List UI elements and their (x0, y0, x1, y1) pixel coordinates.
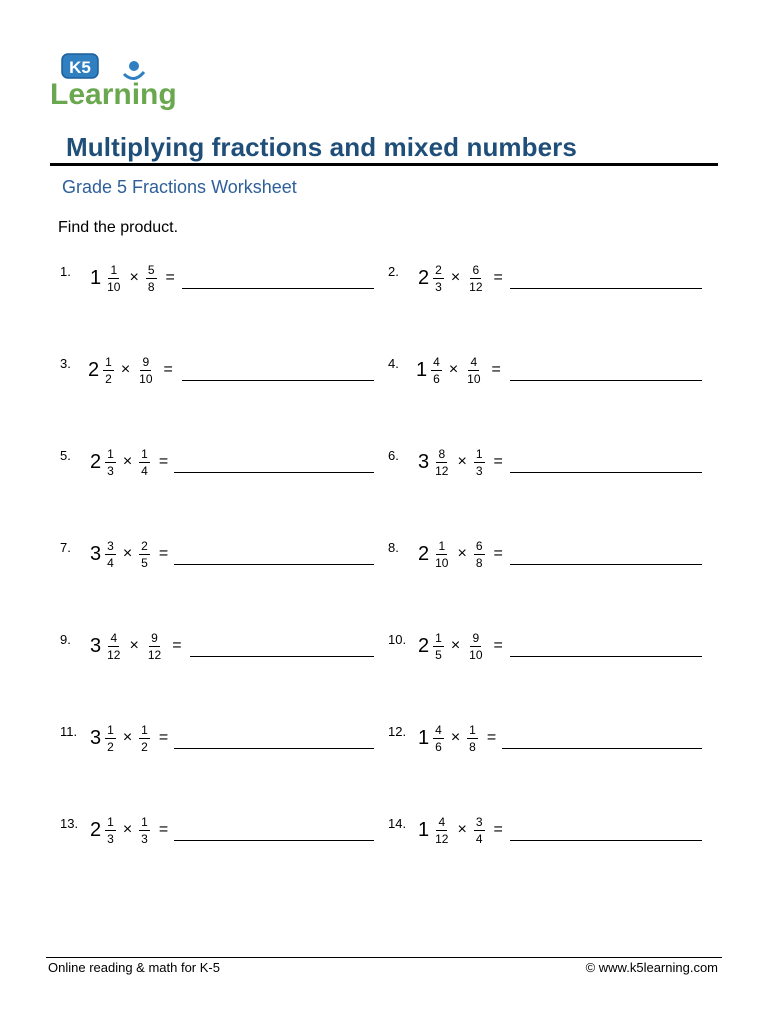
denominator: 4 (141, 463, 148, 478)
equals-sign: = (163, 361, 173, 378)
problem-expression (418, 810, 503, 850)
numerator: 3 (475, 814, 483, 829)
numerator: 3 (107, 538, 114, 553)
denominator: 8 (469, 739, 476, 754)
problem-12 (388, 718, 704, 758)
fraction-2 (146, 632, 163, 661)
denominator: 10 (469, 647, 483, 662)
problem-2 (388, 258, 704, 298)
problem-expression (88, 350, 173, 390)
whole-number: 2 (418, 543, 430, 565)
answer-line[interactable] (510, 564, 702, 565)
problem-expression (418, 534, 503, 574)
whole-number: 3 (418, 451, 430, 473)
fraction-1 (105, 540, 116, 569)
fraction-1 (433, 724, 444, 753)
answer-line[interactable] (182, 380, 374, 381)
numerator: 4 (433, 354, 440, 369)
denominator: 10 (435, 555, 449, 570)
fraction-1 (433, 448, 450, 477)
svg-text:K5: K5 (69, 58, 91, 77)
denominator: 3 (435, 279, 442, 294)
whole-number: 1 (90, 267, 102, 289)
denominator: 12 (435, 463, 449, 478)
times-sign: × (120, 361, 131, 378)
fraction-2 (139, 540, 150, 569)
numerator: 1 (107, 446, 114, 461)
fraction-2 (465, 356, 482, 385)
fraction-2 (474, 448, 485, 477)
whole-number: 2 (90, 819, 102, 841)
denominator: 10 (139, 371, 153, 386)
denominator: 10 (467, 371, 481, 386)
equals-sign: = (158, 821, 169, 838)
footer-tagline: Online reading & math for K-5 (48, 960, 220, 975)
answer-line[interactable] (502, 748, 702, 749)
numerator: 4 (470, 354, 478, 369)
numerator: 2 (141, 538, 148, 553)
denominator: 3 (141, 831, 148, 846)
equals-sign: = (158, 545, 169, 562)
problem-number: 3. (60, 356, 71, 371)
equals-sign: = (493, 453, 503, 470)
denominator: 3 (475, 463, 483, 478)
whole-number: 3 (90, 635, 102, 657)
numerator: 1 (105, 354, 112, 369)
fraction-1 (433, 264, 444, 293)
numerator: 9 (472, 630, 480, 645)
answer-line[interactable] (510, 380, 702, 381)
equals-sign: = (158, 729, 169, 746)
problem-number: 9. (60, 632, 71, 647)
problem-expression (418, 626, 503, 666)
equals-sign: = (172, 637, 182, 654)
numerator: 1 (435, 630, 442, 645)
problem-8 (388, 534, 704, 574)
problem-11 (60, 718, 376, 758)
fraction-2 (467, 632, 484, 661)
footer-divider (46, 957, 722, 958)
problem-6 (388, 442, 704, 482)
problem-number: 7. (60, 540, 71, 555)
denominator: 4 (107, 555, 114, 570)
problem-expression (418, 442, 503, 482)
numerator: 2 (435, 262, 442, 277)
problem-number: 12. (388, 724, 407, 739)
worksheet-subtitle: Grade 5 Fractions Worksheet (62, 177, 297, 197)
times-sign: × (122, 821, 133, 838)
answer-line[interactable] (174, 748, 374, 749)
numerator: 1 (438, 538, 446, 553)
denominator: 3 (107, 831, 114, 846)
problem-4 (388, 350, 704, 390)
equals-sign: = (158, 453, 169, 470)
problem-expression (90, 718, 168, 758)
denominator: 8 (475, 555, 483, 570)
fraction-1 (433, 816, 450, 845)
fraction-1 (433, 632, 444, 661)
problem-expression (418, 718, 496, 758)
denominator: 5 (435, 647, 442, 662)
problem-number: 13. (60, 816, 79, 831)
problem-14 (388, 810, 704, 850)
answer-line[interactable] (182, 288, 374, 289)
times-sign: × (122, 453, 133, 470)
problem-number: 14. (388, 816, 407, 831)
denominator: 2 (141, 739, 148, 754)
whole-number: 2 (418, 267, 430, 289)
problem-number: 11. (60, 724, 78, 739)
numerator: 9 (142, 354, 150, 369)
equals-sign: = (486, 729, 497, 746)
numerator: 9 (151, 630, 158, 645)
equals-sign: = (491, 361, 501, 378)
page-title: Multiplying fractions and mixed numbers (66, 132, 577, 162)
problem-expression (90, 534, 168, 574)
fraction-2 (474, 540, 485, 569)
fraction-1 (105, 264, 122, 293)
times-sign: × (122, 729, 133, 746)
times-sign: × (129, 637, 139, 654)
times-sign: × (457, 821, 467, 838)
times-sign: × (450, 637, 461, 654)
equals-sign: = (165, 269, 175, 286)
svg-text:Learning: Learning (50, 78, 177, 111)
fraction-1 (103, 356, 114, 385)
denominator: 12 (147, 647, 162, 662)
numerator: 4 (435, 722, 442, 737)
denominator: 8 (147, 279, 155, 294)
whole-number: 1 (418, 819, 430, 841)
denominator: 2 (107, 739, 114, 754)
problem-expression (416, 350, 501, 390)
answer-line[interactable] (174, 840, 374, 841)
numerator: 4 (438, 814, 446, 829)
problem-number: 6. (388, 448, 399, 463)
problem-13 (60, 810, 376, 850)
fraction-1 (105, 724, 116, 753)
denominator: 12 (435, 831, 449, 846)
fraction-2 (146, 264, 157, 293)
footer-website: © www.k5learning.com (585, 960, 718, 975)
equals-sign: = (493, 637, 503, 654)
denominator: 12 (107, 647, 121, 662)
times-sign: × (448, 361, 459, 378)
whole-number: 3 (90, 727, 102, 749)
fraction-1 (433, 540, 450, 569)
denominator: 3 (107, 463, 114, 478)
problem-number: 10. (388, 632, 407, 647)
denominator: 12 (469, 279, 483, 294)
k5-learning-logo (48, 52, 188, 112)
answer-line[interactable] (190, 656, 374, 657)
denominator: 5 (141, 555, 148, 570)
denominator: 6 (435, 739, 442, 754)
denominator: 10 (107, 279, 121, 294)
times-sign: × (450, 269, 461, 286)
fraction-2 (137, 356, 154, 385)
problem-expression (90, 442, 168, 482)
whole-number: 1 (416, 359, 428, 381)
answer-line[interactable] (510, 472, 702, 473)
fraction-1 (105, 448, 116, 477)
title-divider (50, 163, 718, 166)
times-sign: × (129, 269, 139, 286)
equals-sign: = (493, 545, 503, 562)
times-sign: × (450, 729, 461, 746)
problem-number: 1. (60, 264, 71, 279)
problem-number: 5. (60, 448, 71, 463)
answer-line[interactable] (510, 288, 702, 289)
whole-number: 1 (418, 727, 430, 749)
problem-3 (60, 350, 376, 390)
numerator: 1 (141, 814, 148, 829)
numerator: 4 (110, 630, 118, 645)
fraction-2 (139, 448, 150, 477)
numerator: 1 (107, 814, 114, 829)
instructions: Find the product. (58, 219, 179, 236)
whole-number: 2 (418, 635, 430, 657)
numerator: 8 (438, 446, 446, 461)
problem-number: 8. (388, 540, 399, 555)
problem-number: 2. (388, 264, 399, 279)
whole-number: 2 (88, 359, 100, 381)
problem-5 (60, 442, 376, 482)
problem-expression (90, 626, 182, 666)
problem-1 (60, 258, 376, 298)
whole-number: 2 (90, 451, 102, 473)
problem-7 (60, 534, 376, 574)
problem-number: 4. (388, 356, 399, 371)
fraction-2 (474, 816, 485, 845)
numerator: 1 (475, 446, 483, 461)
problem-9 (60, 626, 376, 666)
equals-sign: = (493, 269, 503, 286)
problem-expression (418, 258, 503, 298)
numerator: 6 (472, 262, 480, 277)
problem-expression (90, 810, 168, 850)
denominator: 6 (433, 371, 440, 386)
numerator: 1 (141, 446, 148, 461)
numerator: 1 (141, 722, 148, 737)
answer-line[interactable] (510, 656, 702, 657)
equals-sign: = (493, 821, 503, 838)
answer-line[interactable] (174, 564, 374, 565)
denominator: 2 (105, 371, 112, 386)
times-sign: × (457, 545, 467, 562)
problem-10 (388, 626, 704, 666)
answer-line[interactable] (174, 472, 374, 473)
fraction-2 (139, 724, 150, 753)
fraction-2 (467, 264, 484, 293)
numerator: 1 (107, 722, 114, 737)
fraction-2 (139, 816, 150, 845)
numerator: 1 (110, 262, 118, 277)
fraction-2 (467, 724, 478, 753)
numerator: 6 (475, 538, 483, 553)
whole-number: 3 (90, 543, 102, 565)
fraction-1 (431, 356, 442, 385)
times-sign: × (122, 545, 133, 562)
numerator: 1 (469, 722, 476, 737)
problem-expression (90, 258, 175, 298)
fraction-1 (105, 632, 122, 661)
numerator: 5 (147, 262, 155, 277)
denominator: 4 (475, 831, 483, 846)
answer-line[interactable] (510, 840, 702, 841)
fraction-1 (105, 816, 116, 845)
times-sign: × (457, 453, 467, 470)
